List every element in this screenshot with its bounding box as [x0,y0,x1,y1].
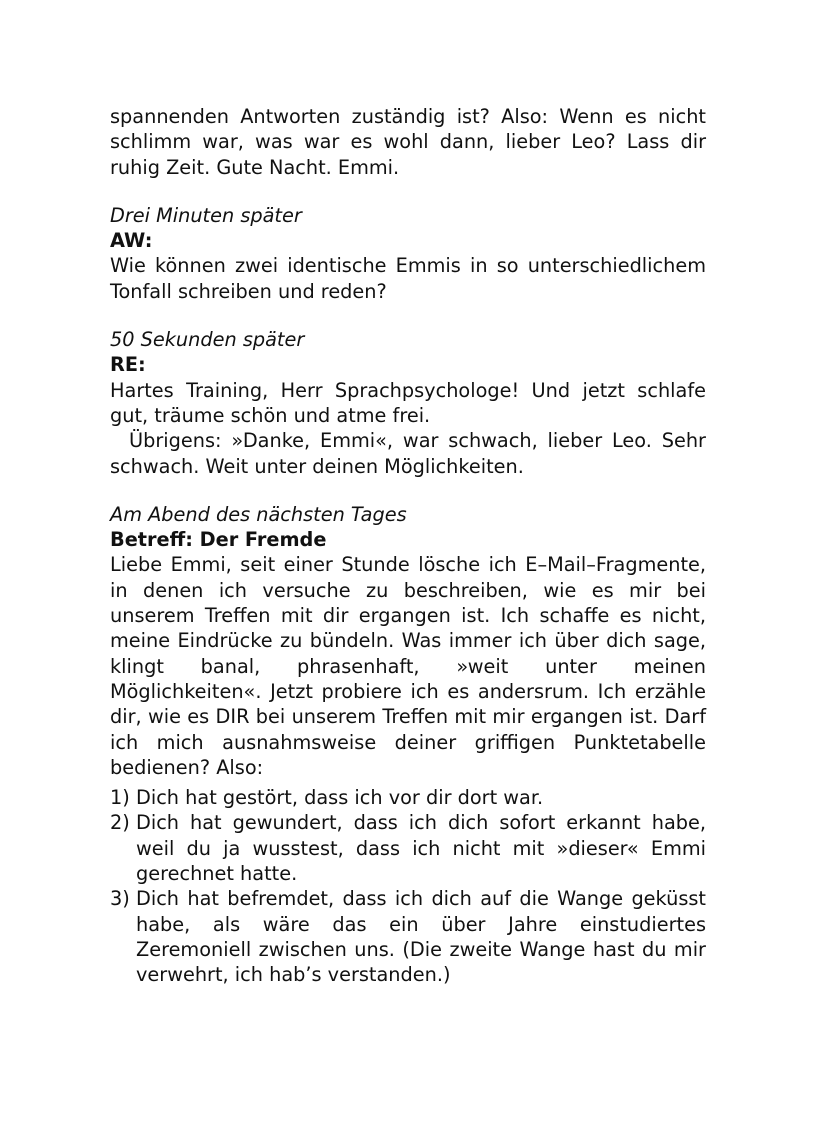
paragraph: Übrigens: »Danke, Emmi«, war schwach, lieber Leo. Sehr schwach. Weit unter deinen Möglichkeiten. [110,429,706,478]
paragraph: Liebe Emmi, seit einer Stunde lösche ich E–Mail–Fragmente, in denen ich versuche zu beschreiben, wie es mir bei unserem Treffen mit dir ergangen ist. Ich schaffe es nicht, meine Eindrücke zu bündeln. Was immer ich über dich sage, klingt banal, phrasenhaft, »weit unter meinen Möglichkeiten«. Jetzt probiere ich es andersrum. Ich erzähle dir, wie es DIR bei unserem Treffen mit mir ergangen ist. Darf ich mich ausnahmsweise deiner griffigen Punktetabelle bedienen? Also: [110,553,706,779]
paragraph: spannenden Antworten zuständig ist? Also: Wenn es nicht schlimm war, was war es wohl dann, lieber Leo? Lass dir ruhig Zeit. Gute Nacht. Emmi. [110,105,706,179]
timestamp: Drei Minuten später [110,203,302,227]
list-item-number: 1) [110,786,130,810]
timestamp: 50 Sekunden später [110,328,305,352]
paragraph: Wie können zwei identische Emmis in so unterschiedlichem Tonfall schreiben und reden? [110,254,706,303]
numbered-list [110,785,706,987]
book-page [110,104,706,988]
list-item-number: 2) [110,811,130,835]
spacer [110,304,706,327]
email-subject: RE: [110,353,146,377]
email-subject: Betreff: Der Fremde [110,528,327,552]
list-item-number: 3) [110,887,130,911]
email-subject: AW: [110,229,153,253]
spacer [110,180,706,203]
list-item [110,810,706,886]
spacer [110,479,706,502]
paragraph: Hartes Training, Herr Sprachpsychologe! Und jetzt schlafe gut, träume schön und atme frei. [110,378,706,427]
list-item [110,886,706,987]
list-item-text: Dich hat gewundert, dass ich dich sofort erkannt habe, weil du ja wusstest, dass ich nicht mit »dieser« Emmi gerechnet hatte. [136,811,706,886]
list-item-text: Dich hat befremdet, dass ich dich auf die Wange geküsst habe, als wäre das ein über Jahre einstudiertes Zeremoniell zwischen uns. (Die zweite Wange hast du mir verwehrt, ich hab’s verstanden.) [136,887,706,987]
timestamp: Am Abend des nächsten Tages [110,502,407,526]
list-item-text: Dich hat gestört, dass ich vor dir dort war. [136,786,544,810]
list-item [110,785,706,810]
